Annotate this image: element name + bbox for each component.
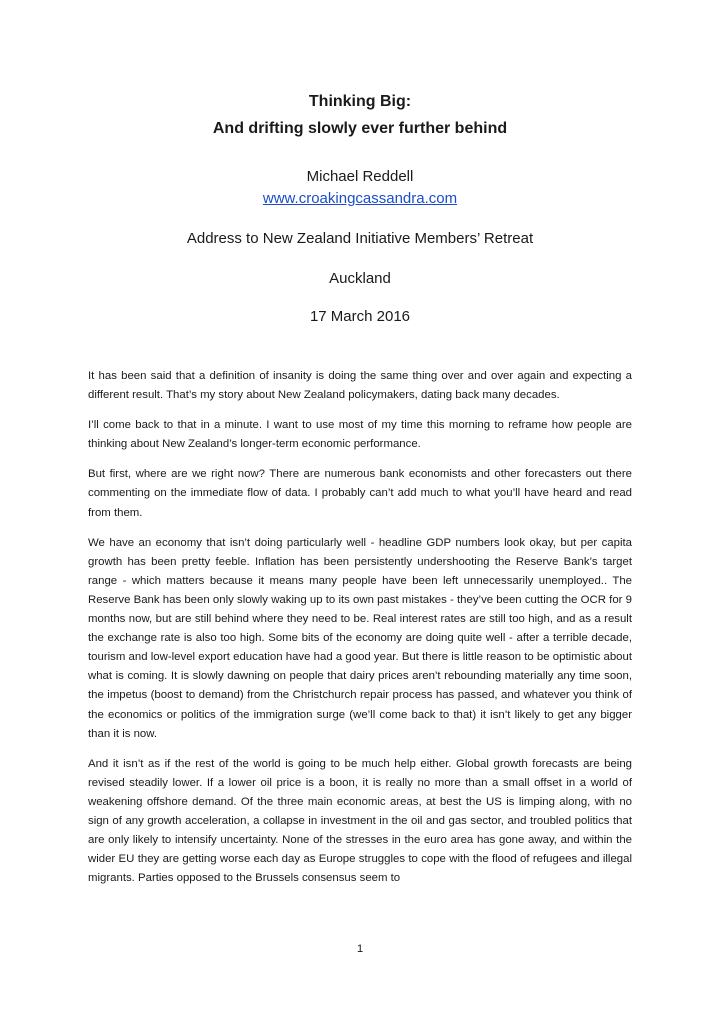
paragraph: We have an economy that isn’t doing particularly well - headline GDP numbers look okay, but per capita growth has been pretty feeble. Inflation has been persistently undershooting the Reserve Bank’s target range - which matters because it means many people have been left unnecessarily unemployed.. The Reserve Bank has been only slowly waking up to its own past mistakes - they’ve been cutting the OCR for 9 months now, but are still behind where they need to be. Real interest rates are still too high, and as a result the exchange rate is also too high. Some bits of the economy are doing quite well - after a terrible decade, tourism and low-level export education have had a good year. But there is little reason to be optimistic about what is coming. It is slowly dawning on people that dairy prices aren’t rebounding materially any time soon, the impetus (boost to demand) from the Christchurch repair process has passed, and whatever you think of the economics or politics of the immigration surge (we’ll come back to that) it isn’t likely to get any bigger than it is now. <box>88 536 632 740</box>
author-name: Michael Reddell <box>306 168 414 185</box>
event-date: 17 March 2016 <box>309 308 411 325</box>
title-line-2: And drifting slowly ever further behind <box>212 120 508 137</box>
paragraph: But first, where are we right now? There are numerous bank economists and other forecasters out there commenting on the immediate flow of data. I probably can’t add much to what you’ll have heard and read from them. <box>88 468 632 519</box>
website-link[interactable]: www.croakingcassandra.com <box>262 190 458 207</box>
paragraph: It has been said that a definition of insanity is doing the same thing over and over again and expecting a different result. That’s my story about New Zealand policymakers, dating back many decades. <box>88 370 632 402</box>
page-number: 1 <box>356 943 364 955</box>
body-text <box>88 367 632 888</box>
event-address: Address to New Zealand Initiative Members’ Retreat <box>186 230 534 247</box>
title-block <box>88 0 632 327</box>
event-location: Auckland <box>329 270 391 287</box>
paragraph: And it isn’t as if the rest of the world is going to be much help either. Global growth forecasts are being revised steadily lower. If a lower oil price is a boon, it is really no more than a small offset in a world of weakening offshore demand. Of the three main economic areas, at best the US is limping along, with no sign of any growth acceleration, a collapse in investment in the oil and gas sector, and troubled politics that are only likely to intensify uncertainty. None of the stresses in the euro area has gone away, and within the wider EU they are getting worse each day as Europe struggles to cope with the flood of refugees and illegal migrants. Parties opposed to the Brussels consensus seem to <box>88 757 632 885</box>
title-line-1: Thinking Big: <box>308 93 412 110</box>
paragraph: I’ll come back to that in a minute. I want to use most of my time this morning to reframe how people are thinking about New Zealand’s longer-term economic performance. <box>88 419 632 451</box>
